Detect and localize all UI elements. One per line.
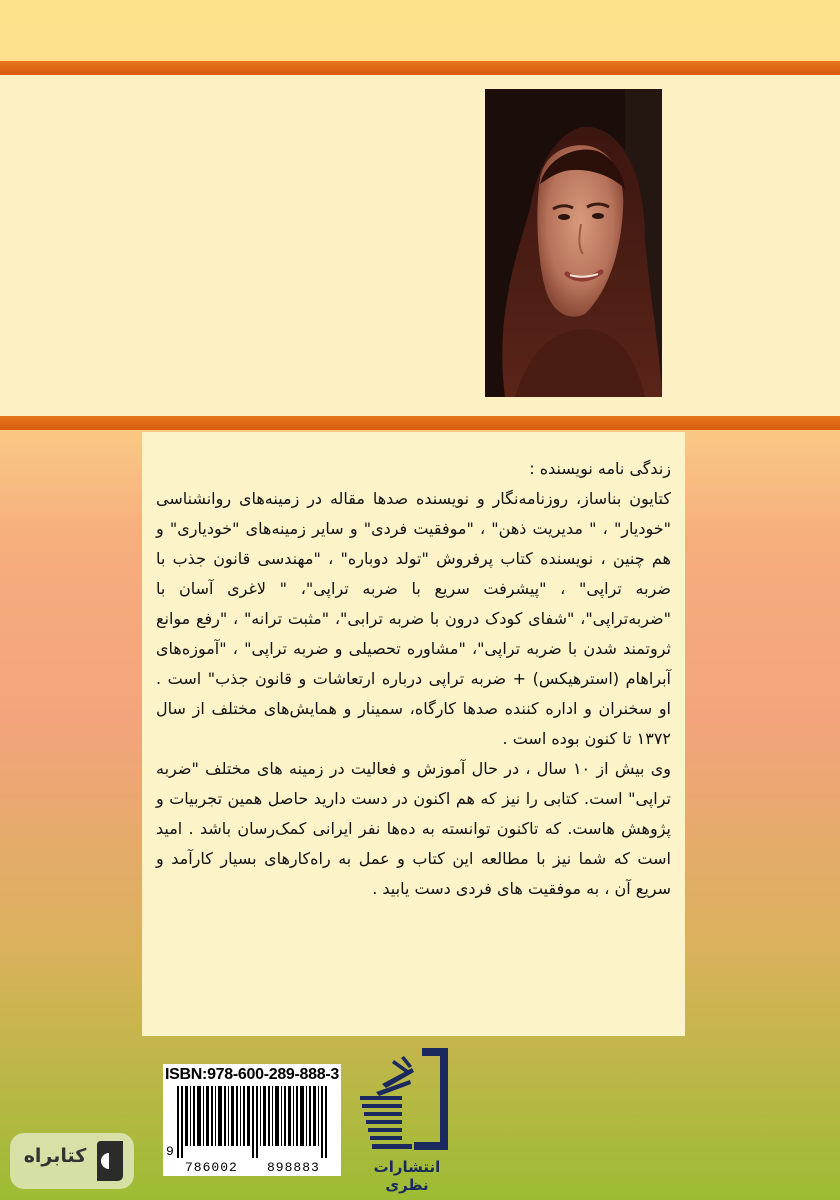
ketabrah-label: کتابراه: [23, 1145, 87, 1167]
publisher-logo-icon: [352, 1046, 462, 1156]
barcode-digits-right: 898883: [267, 1160, 320, 1175]
barcode-digits-left: 786002: [185, 1160, 238, 1175]
author-photo: [485, 89, 662, 397]
biography-text: [156, 454, 671, 904]
isbn-label: ISBN:978-600-289-888-3: [165, 1066, 339, 1083]
barcode-lead-digit: 9: [166, 1144, 174, 1159]
isbn-barcode: [163, 1064, 341, 1176]
bio-heading: زندگی نامه نویسنده :: [529, 459, 671, 478]
bio-paragraph-2: وی بیش از ۱۰ سال ، در حال آموزش و فعالیت در زمینه های مختلف "ضربه تراپی" است. کتابی را نیز که هم اکنون در دست دارید حاصل همین تجربیات و پژوهش هاست. که تاکنون توانسته به ده‌ها نفر ایرانی کمک‌رسان باشد . امید است که شما نیز با مطالعه این کتاب و عمل به راه‌کارهای بسیار کارآمد و سریع آن ، به موفقیت های فردی دست یابید .: [156, 759, 671, 898]
ketabrah-bookmark-icon: [93, 1141, 127, 1181]
publisher-name: انتشارات نظری: [373, 1158, 441, 1194]
top-orange-stripe: [0, 61, 840, 75]
ketabrah-watermark: [10, 1133, 134, 1189]
bottom-orange-stripe: [0, 416, 840, 430]
bio-paragraph-1: کتایون بناساز، روزنامه‌نگار و نویسنده صدها مقاله در زمینه‌های روانشناسی "خودیار" ، " مدیریت ذهن" ، "موفقیت فردی" و سایر زمینه‌های "خودیاری" و هم چنین ، نویسنده کتاب پرفروش "تولد دوباره" ، "مهندسی قانون جذب با ضربه تراپی" ، "پیشرفت سریع با ضربه تراپی"، " لاغری آسان با "ضربه‌تراپی"، "شفای کودک درون با ضربه ترابی"، "مثبت ترانه" ، "رفع موانع ثروتمند شدن با ضربه تراپی"، "مشاوره تحصیلی و ضربه تراپی" ، "آموزه‌های آبراهام (استرهیکس) + ضربه تراپی درباره ارتعاشات و قانون جذب" است . او سخنران و اداره کننده صدها کارگاه، سمینار و همایش‌های مختلف از سال ۱۳۷۲ تا کنون بوده است .: [156, 489, 671, 748]
photo-band: [0, 75, 840, 416]
barcode-bars: [163, 1086, 341, 1158]
biography-box: [142, 432, 685, 1036]
